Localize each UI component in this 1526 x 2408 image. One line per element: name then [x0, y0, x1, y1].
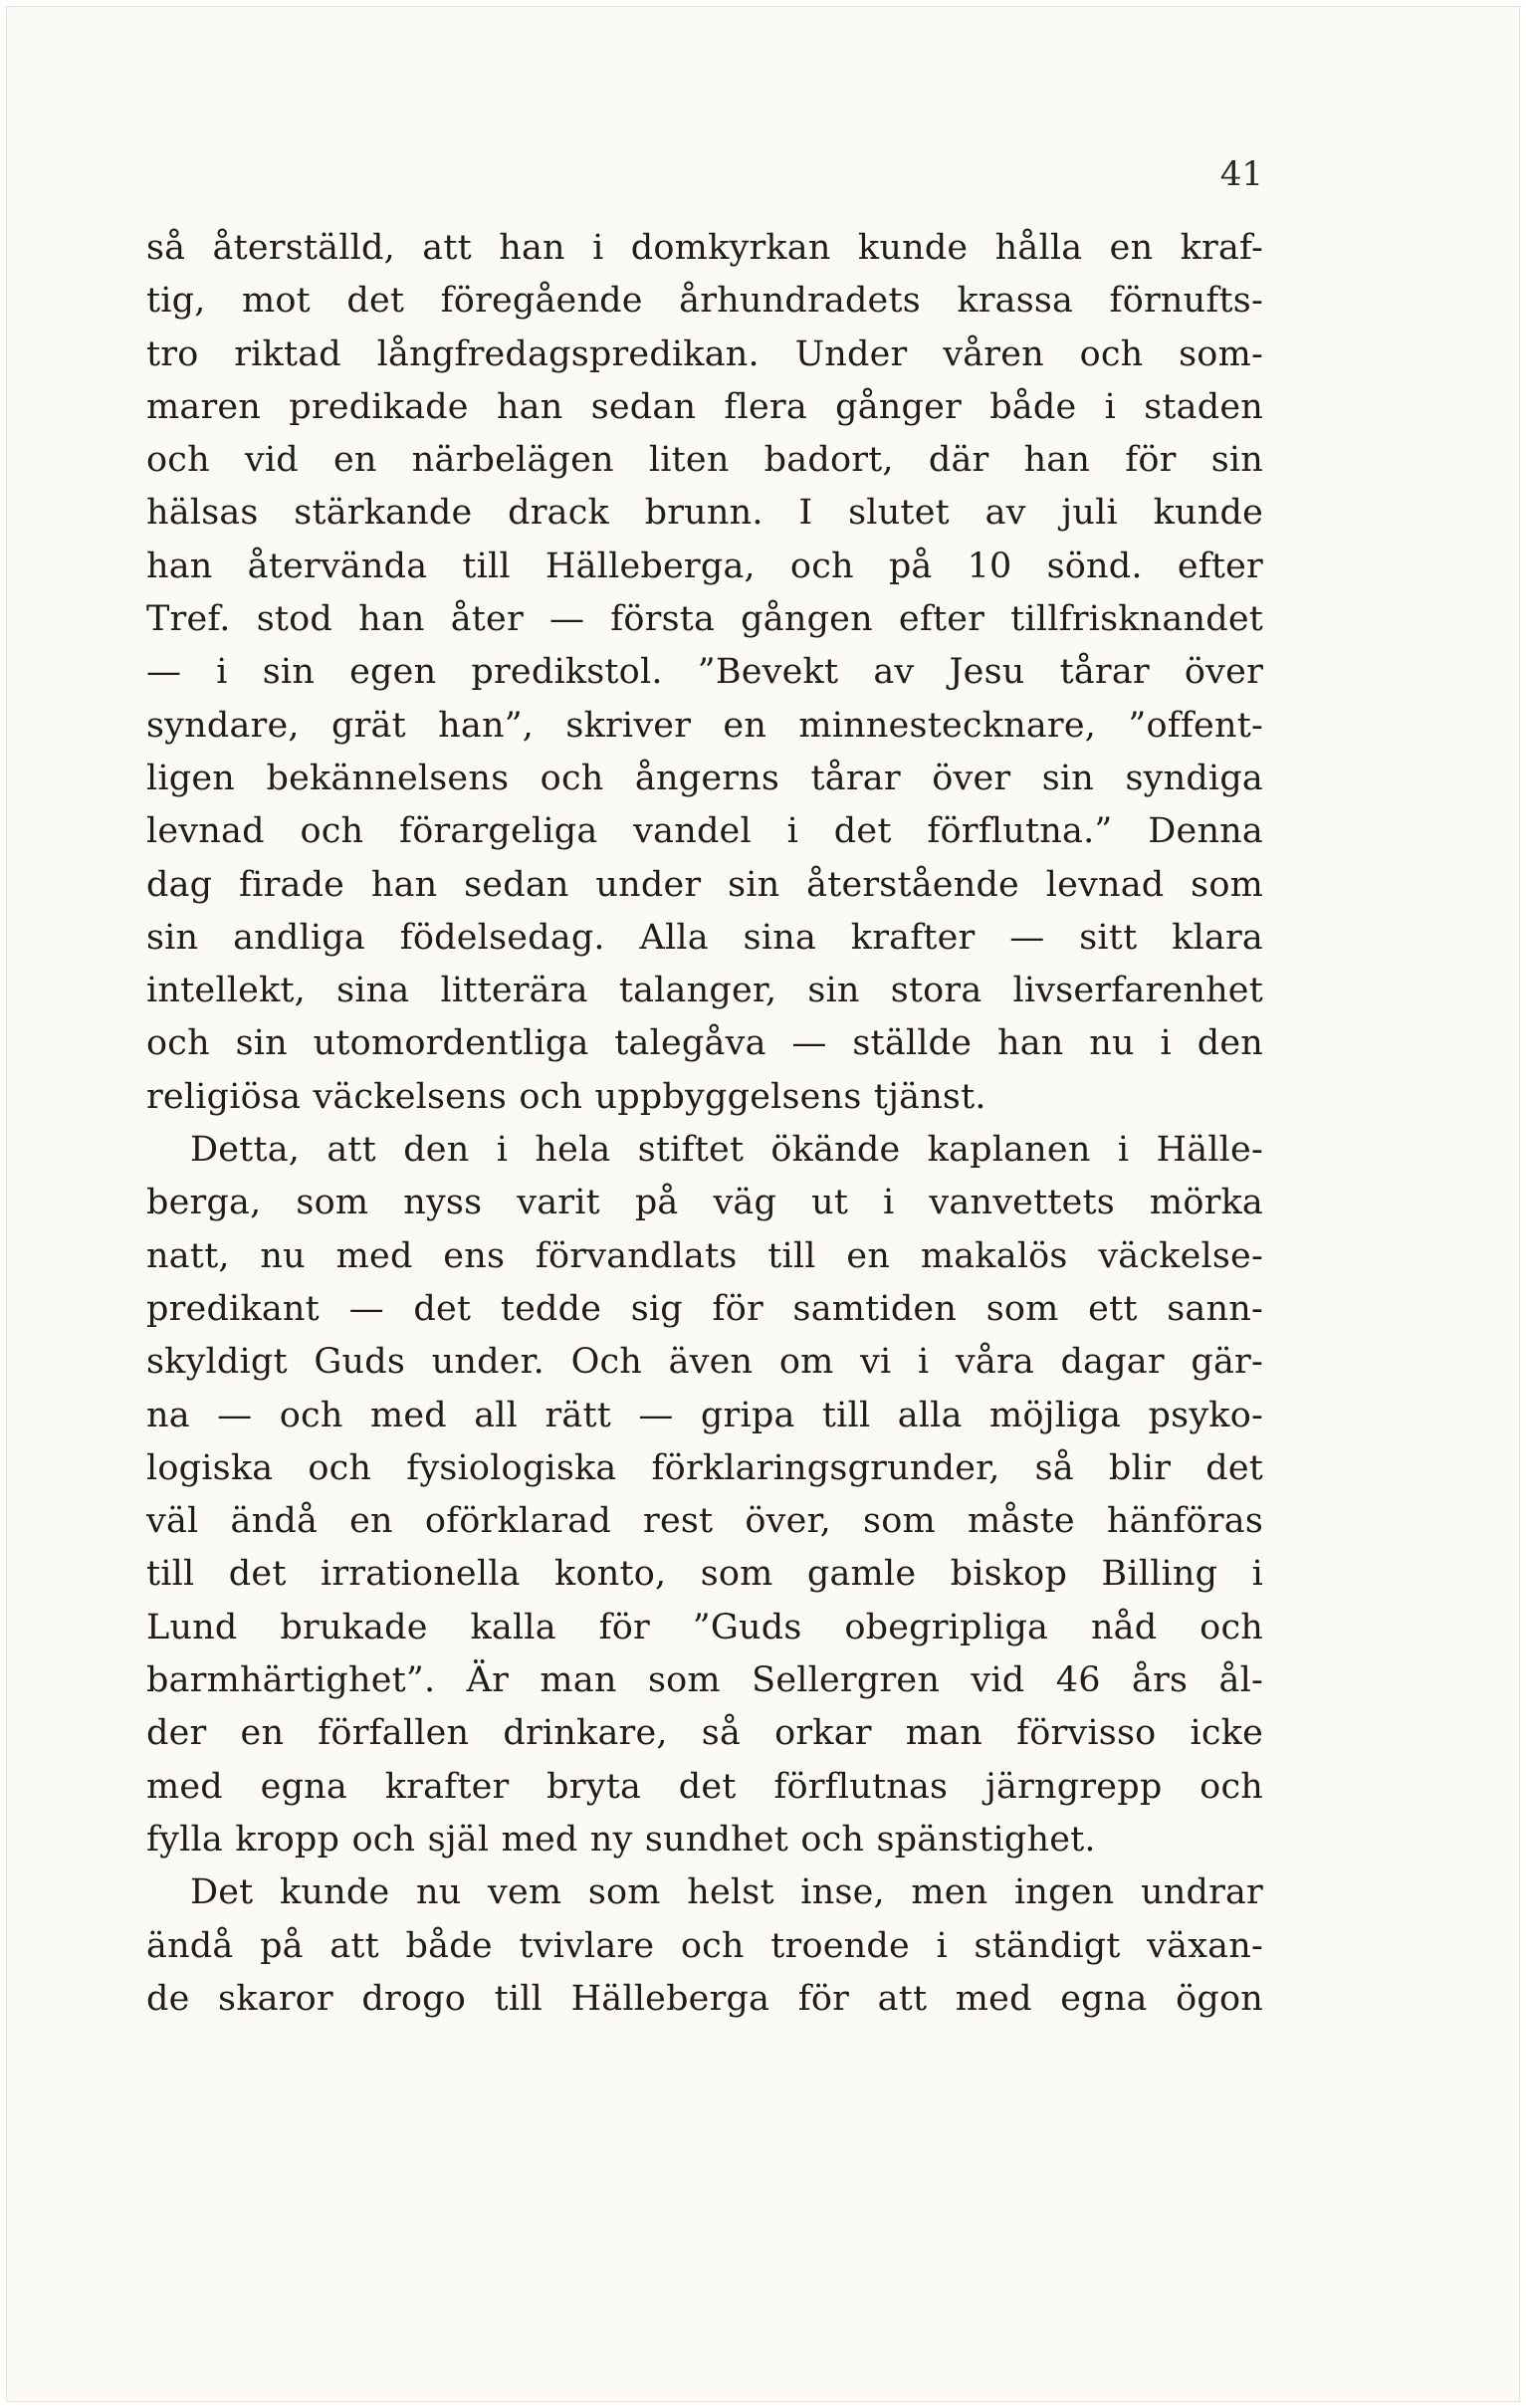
text-line: predikant — det tedde sig för samtiden som ett sann- — [146, 1288, 1263, 1329]
page-number: 41 — [1219, 154, 1263, 194]
text-line: hälsas stärkande drack brunn. I slutet av juli kunde — [146, 493, 1263, 534]
text-line: natt, nu med ens förvandlats till en makalös väckelse- — [146, 1235, 1263, 1276]
text-line: intellekt, sina litterära talanger, sin stora livserfarenhet — [146, 971, 1263, 1011]
text-line: Lund brukade kalla för ”Guds obegripliga nåd och — [146, 1607, 1263, 1647]
text-line: levnad och förargeliga vandel i det förflutna.” Denna — [146, 811, 1263, 852]
text-line: fylla kropp och själ med ny sundhet och spänstighet. — [146, 1819, 1096, 1860]
text-line: maren predikade han sedan flera gånger både i staden — [146, 386, 1263, 427]
text-line: syndare, grät han”, skriver en minnestecknare, ”offent- — [146, 705, 1263, 746]
text-line: med egna krafter bryta det förflutnas järngrepp och — [146, 1766, 1263, 1807]
text-line: de skaror drogo till Hälleberga för att med egna ögon — [146, 1978, 1263, 2019]
text-line: dag firade han sedan under sin återstående levnad som — [146, 864, 1263, 905]
text-line: Det kunde nu vem som helst inse, men ingen undrar — [190, 1872, 1263, 1913]
text-line: och sin utomordentliga talegåva — ställde han nu i den — [146, 1023, 1263, 1064]
text-line: Detta, att den i hela stiftet ökände kaplanen i Hälle- — [190, 1130, 1263, 1171]
paragraph — [146, 1866, 1263, 2026]
paragraph — [146, 222, 1263, 1124]
text-line: så återställd, att han i domkyrkan kunde hålla en kraf- — [146, 228, 1263, 268]
text-line: Tref. stod han åter — första gången efter tillfrisknandet — [146, 599, 1263, 640]
text-line: — i sin egen predikstol. ”Bevekt av Jesu tårar över — [146, 652, 1263, 693]
text-line: religiösa väckelsens och uppbyggelsens tjänst. — [146, 1076, 986, 1117]
text-line: tro riktad långfredagspredikan. Under våren och som- — [146, 333, 1263, 374]
book-page — [6, 6, 1520, 2402]
text-line: väl ändå en oförklarad rest över, som måste hänföras — [146, 1501, 1263, 1542]
text-line: na — och med all rätt — gripa till alla möjliga psyko- — [146, 1395, 1263, 1435]
text-line: berga, som nyss varit på väg ut i vanvettets mörka — [146, 1183, 1263, 1223]
text-line: och vid en närbelägen liten badort, där han för sin — [146, 440, 1263, 481]
body-text — [146, 222, 1263, 2026]
text-line: skyldigt Guds under. Och även om vi i våra dagar gär- — [146, 1342, 1263, 1383]
text-line: han återvända till Hälleberga, och på 10 sönd. efter — [146, 546, 1263, 586]
text-line: ändå på att både tvivlare och troende i ständigt växan- — [146, 1925, 1263, 1966]
text-line: barmhärtighet”. Är man som Sellergren vid 46 års ål- — [146, 1660, 1263, 1701]
text-line: tig, mot det föregående århundradets krassa förnufts- — [146, 281, 1263, 322]
text-line: till det irrationella konto, som gamle biskop Billing i — [146, 1554, 1263, 1595]
text-line: ligen bekännelsens och ångerns tårar över sin syndiga — [146, 758, 1263, 798]
text-line: sin andliga födelsedag. Alla sina krafter — sitt klara — [146, 917, 1263, 958]
text-line: der en förfallen drinkare, så orkar man förvisso icke — [146, 1713, 1263, 1754]
text-line: logiska och fysiologiska förklaringsgrunder, så blir det — [146, 1447, 1263, 1488]
paragraph — [146, 1124, 1263, 1866]
